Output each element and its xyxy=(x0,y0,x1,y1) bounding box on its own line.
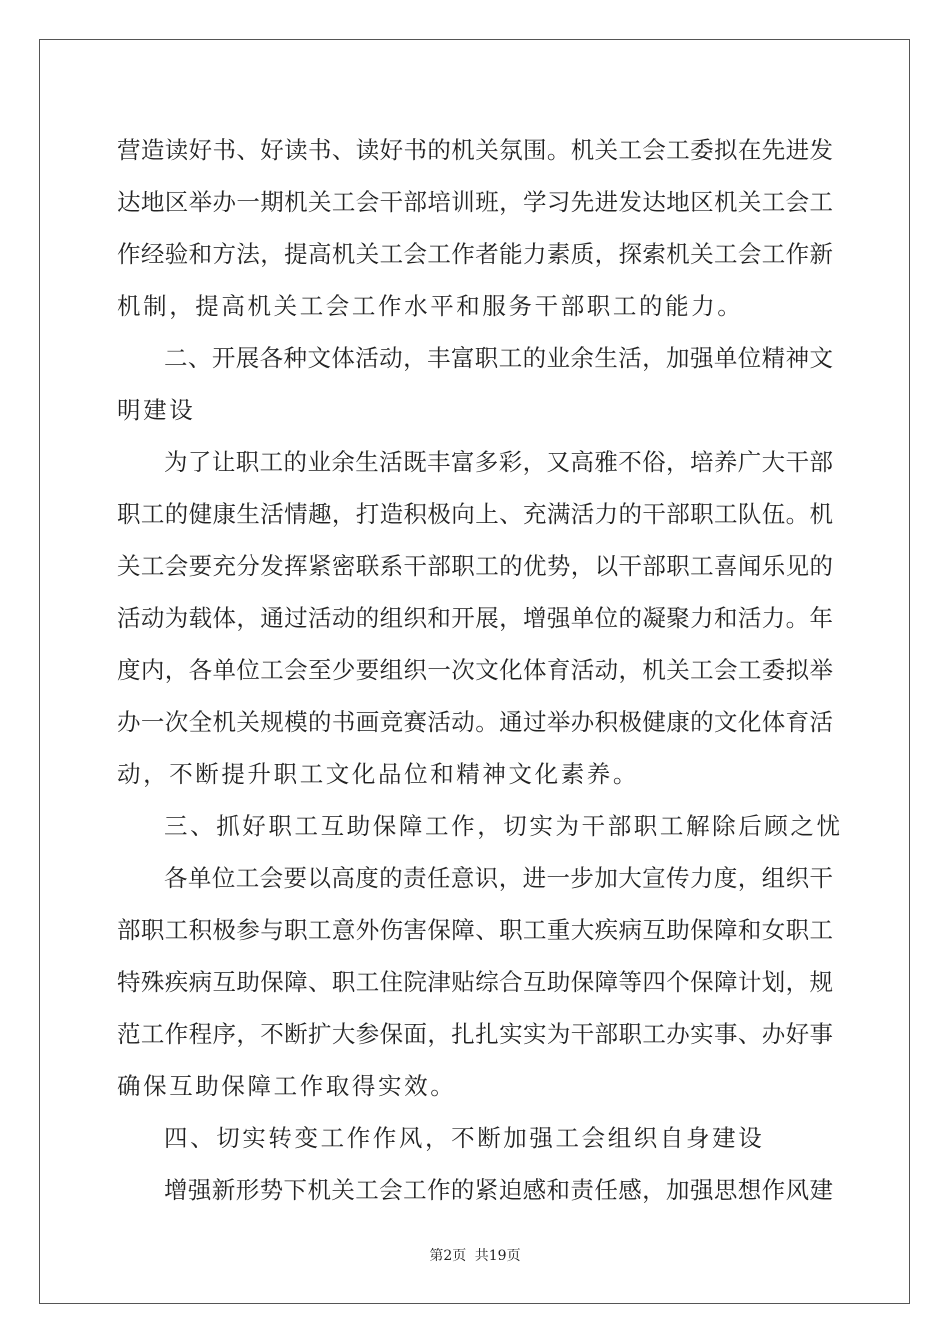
text-line: 增强新形势下机关工会工作的紧迫感和责任感，加强思想作风建 xyxy=(164,1176,833,1204)
text-line: 达地区举办一期机关工会干部培训班，学习先进发达地区机关工会工 xyxy=(117,188,833,216)
text-line: 动，不断提升职工文化品位和精神文化素养。 xyxy=(117,760,639,788)
text-line: 度内，各单位工会至少要组织一次文化体育活动，机关工会工委拟举 xyxy=(117,656,833,684)
text-line: 范工作程序，不断扩大参保面，扎扎实实为干部职工办实事、办好事 xyxy=(117,1020,833,1048)
text-line: 机制，提高机关工会工作水平和服务干部职工的能力。 xyxy=(117,292,744,320)
section-heading: 二、开展各种文体活动，丰富职工的业余生活，加强单位精神文 xyxy=(164,344,833,372)
page-number: 第2页 xyxy=(429,1248,467,1264)
text-line: 各单位工会要以高度的责任意识，进一步加大宣传力度，组织干 xyxy=(164,864,833,892)
page-footer xyxy=(0,1245,950,1265)
text-line: 关工会要充分发挥紧密联系干部职工的优势，以干部职工喜闻乐见的 xyxy=(117,552,833,580)
text-line: 为了让职工的业余生活既丰富多彩，又高雅不俗，培养广大干部 xyxy=(164,448,833,476)
section-heading: 三、抓好职工互助保障工作，切实为干部职工解除后顾之忧 xyxy=(164,812,843,840)
text-line: 营造读好书、好读书、读好书的机关氛围。机关工会工委拟在先进发 xyxy=(117,136,833,164)
text-line: 活动为载体，通过活动的组织和开展，增强单位的凝聚力和活力。年 xyxy=(117,604,833,632)
text-line: 作经验和方法，提高机关工会工作者能力素质，探索机关工会工作新 xyxy=(117,240,833,268)
section-heading: 四、切实转变工作作风，不断加强工会组织自身建设 xyxy=(164,1124,765,1152)
text-line: 办一次全机关规模的书画竞赛活动。通过举办积极健康的文化体育活 xyxy=(117,708,833,736)
text-line: 部职工积极参与职工意外伤害保障、职工重大疾病互助保障和女职工 xyxy=(117,916,833,944)
page-total: 共19页 xyxy=(474,1248,521,1264)
text-line: 特殊疾病互助保障、职工住院津贴综合互助保障等四个保障计划，规 xyxy=(117,968,833,996)
text-line: 确保互助保障工作取得实效。 xyxy=(117,1072,457,1100)
text-line: 职工的健康生活情趣，打造积极向上、充满活力的干部职工队伍。机 xyxy=(117,500,833,528)
section-heading-continued: 明建设 xyxy=(117,396,196,424)
